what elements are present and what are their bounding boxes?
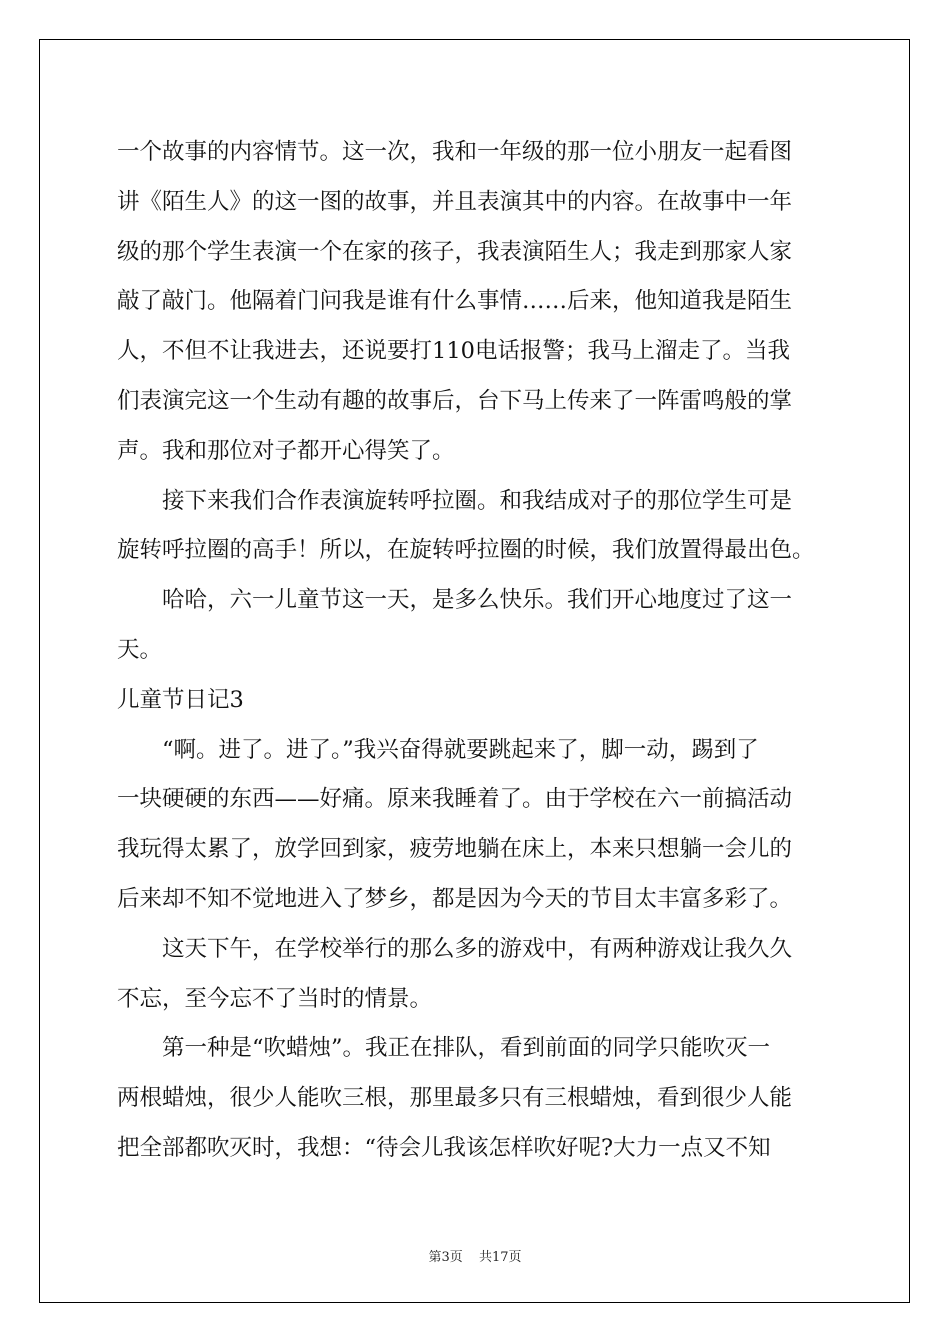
- text-line: “啊。进了。进了。”我兴奋得就要跳起来了，脚一动，踢到了: [162, 736, 759, 763]
- page-footer: [0, 1246, 950, 1265]
- text-line: 不忘，至今忘不了当时的情景。: [117, 985, 433, 1012]
- text-line: 第一种是“吹蜡烛”。我正在排队，看到前面的同学只能吹灭一: [162, 1035, 771, 1062]
- text-line: 后来却不知不觉地进入了梦乡，都是因为今天的节目太丰富多彩了。: [117, 885, 793, 912]
- text-line: 敲了敲门。他隔着门问我是谁有什么事情……后来，他知道我是陌生: [117, 288, 793, 315]
- document-body: [117, 128, 837, 1174]
- text-line: 哈哈，六一儿童节这一天，是多么快乐。我们开心地度过了这一: [162, 587, 793, 614]
- text-line: 两根蜡烛，很少人能吹三根，那里最多只有三根蜡烛，看到很少人能: [117, 1085, 793, 1112]
- text-line: 把全部都吹灭时，我想：“待会儿我该怎样吹好呢?大力一点又不知: [117, 1134, 771, 1161]
- text-line: 一块硬硬的东西——好痛。原来我睡着了。由于学校在六一前搞活动: [117, 786, 793, 813]
- text-line: 我玩得太累了，放学回到家，疲劳地躺在床上，本来只想躺一会儿的: [117, 836, 793, 863]
- text-line: 接下来我们合作表演旋转呼拉圈。和我结成对子的那位学生可是: [162, 487, 793, 514]
- page-total: 共17页: [478, 1250, 522, 1265]
- text-line: 声。我和那位对子都开心得笑了。: [117, 437, 455, 464]
- text-line: 天。: [117, 636, 163, 663]
- text-line: 们表演完这一个生动有趣的故事后，台下马上传来了一阵雷鸣般的掌: [117, 387, 793, 414]
- text-line: 讲《陌生人》的这一图的故事，并且表演其中的内容。在故事中一年: [117, 188, 793, 215]
- text-line: 一个故事的内容情节。这一次，我和一年级的那一位小朋友一起看图: [117, 139, 793, 165]
- text-line: 人，不但不让我进去，还说要打110电话报警；我马上溜走了。当我: [117, 338, 790, 365]
- text-line: 级的那个学生表演一个在家的孩子，我表演陌生人；我走到那家人家: [117, 238, 793, 265]
- text-line: 这天下午，在学校举行的那么多的游戏中，有两种游戏让我久久: [162, 935, 793, 962]
- page-number: 第3页: [428, 1250, 463, 1265]
- section-heading: 儿童节日记3: [117, 686, 244, 713]
- text-line: 旋转呼拉圈的高手！所以，在旋转呼拉圈的时候，我们放置得最出色。: [117, 537, 815, 564]
